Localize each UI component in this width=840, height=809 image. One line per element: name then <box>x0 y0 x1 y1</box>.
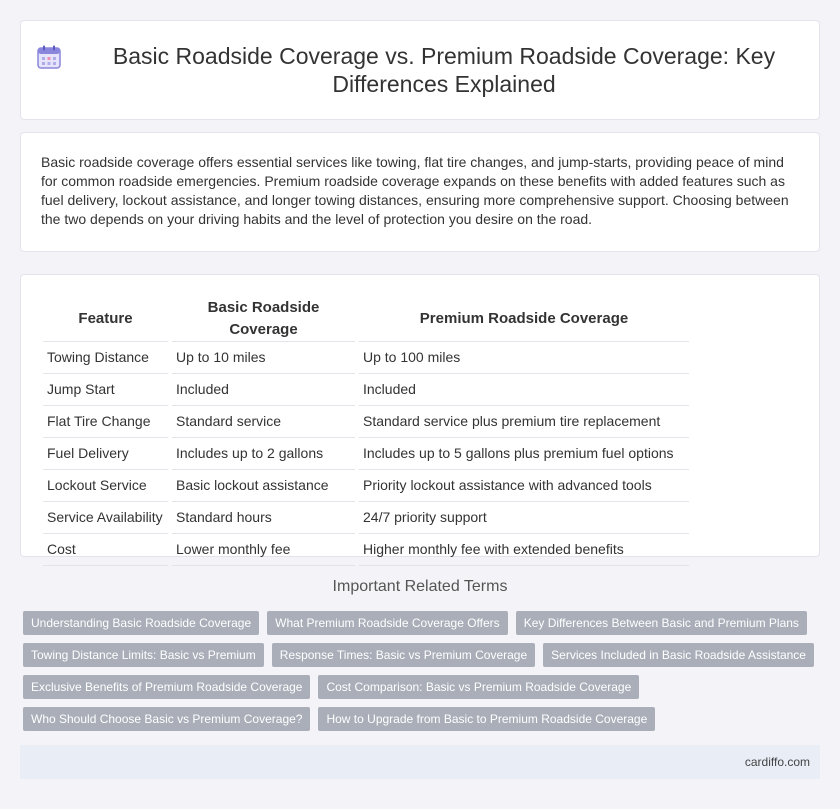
page-title: Basic Roadside Coverage vs. Premium Roadside Coverage: Key Differences Explained <box>112 43 776 97</box>
calendar-icon <box>36 44 62 70</box>
table-cell: Lockout Service <box>43 470 168 502</box>
table-cell: Standard service <box>172 406 355 438</box>
related-terms-title: Important Related Terms <box>332 578 508 595</box>
intro-paragraph: Basic roadside coverage offers essential services like towing, flat tire changes, and jump-starts, providing peace of mind for common roadside emergencies. Premium roadside coverage expands on these benefits with added features such as fuel delivery, lockout assistance, and longer towing distances, ensuring more comprehensive support. Choosing between the two depends on your driving habits and the level of protection you desire on the road. <box>41 154 789 227</box>
table-cell: Priority lockout assistance with advanced tools <box>359 470 689 502</box>
table-row <box>43 342 689 374</box>
table-row <box>43 438 689 470</box>
table-cell: Lower monthly fee <box>172 534 355 566</box>
related-term-tag[interactable]: Cost Comparison: Basic vs Premium Roadside Coverage <box>318 675 639 699</box>
table-cell: Flat Tire Change <box>43 406 168 438</box>
column-header-premium: Premium Roadside Coverage <box>359 297 689 342</box>
related-term-tag[interactable]: Exclusive Benefits of Premium Roadside Coverage <box>23 675 310 699</box>
table-row <box>43 406 689 438</box>
related-terms-list <box>23 611 823 731</box>
table-row <box>43 374 689 406</box>
intro-card <box>20 132 820 252</box>
table-cell: Higher monthly fee with extended benefits <box>359 534 689 566</box>
table-row <box>43 470 689 502</box>
table-cell: 24/7 priority support <box>359 502 689 534</box>
table-cell: Includes up to 2 gallons <box>172 438 355 470</box>
table-cell: Included <box>359 374 689 406</box>
related-term-tag[interactable]: Key Differences Between Basic and Premium Plans <box>516 611 807 635</box>
table-cell: Service Availability <box>43 502 168 534</box>
table-cell: Includes up to 5 gallons plus premium fuel options <box>359 438 689 470</box>
table-cell: Basic lockout assistance <box>172 470 355 502</box>
related-term-tag[interactable]: Services Included in Basic Roadside Assistance <box>543 643 814 667</box>
related-term-tag[interactable]: Towing Distance Limits: Basic vs Premium <box>23 643 264 667</box>
table-cell: Up to 100 miles <box>359 342 689 374</box>
related-term-tag[interactable]: How to Upgrade from Basic to Premium Roadside Coverage <box>318 707 655 731</box>
table-cell: Up to 10 miles <box>172 342 355 374</box>
table-cell: Jump Start <box>43 374 168 406</box>
related-term-tag[interactable]: Understanding Basic Roadside Coverage <box>23 611 259 635</box>
table-cell: Cost <box>43 534 168 566</box>
table-row <box>43 502 689 534</box>
related-term-tag[interactable]: What Premium Roadside Coverage Offers <box>267 611 508 635</box>
table-row <box>43 534 689 566</box>
header-card <box>20 20 820 120</box>
table-cell: Standard hours <box>172 502 355 534</box>
table-cell: Included <box>172 374 355 406</box>
footer <box>20 745 820 779</box>
table-cell: Towing Distance <box>43 342 168 374</box>
column-header-basic: Basic Roadside Coverage <box>172 297 355 342</box>
column-header-feature: Feature <box>43 297 168 342</box>
comparison-table <box>39 297 693 566</box>
related-term-tag[interactable]: Response Times: Basic vs Premium Coverage <box>272 643 535 667</box>
related-term-tag[interactable]: Who Should Choose Basic vs Premium Coverage? <box>23 707 310 731</box>
table-cell: Fuel Delivery <box>43 438 168 470</box>
table-body <box>43 342 689 566</box>
footer-site-link[interactable]: cardiffo.com <box>744 755 810 769</box>
table-header-row <box>43 297 689 342</box>
comparison-table-card <box>20 274 820 557</box>
table-cell: Standard service plus premium tire replacement <box>359 406 689 438</box>
